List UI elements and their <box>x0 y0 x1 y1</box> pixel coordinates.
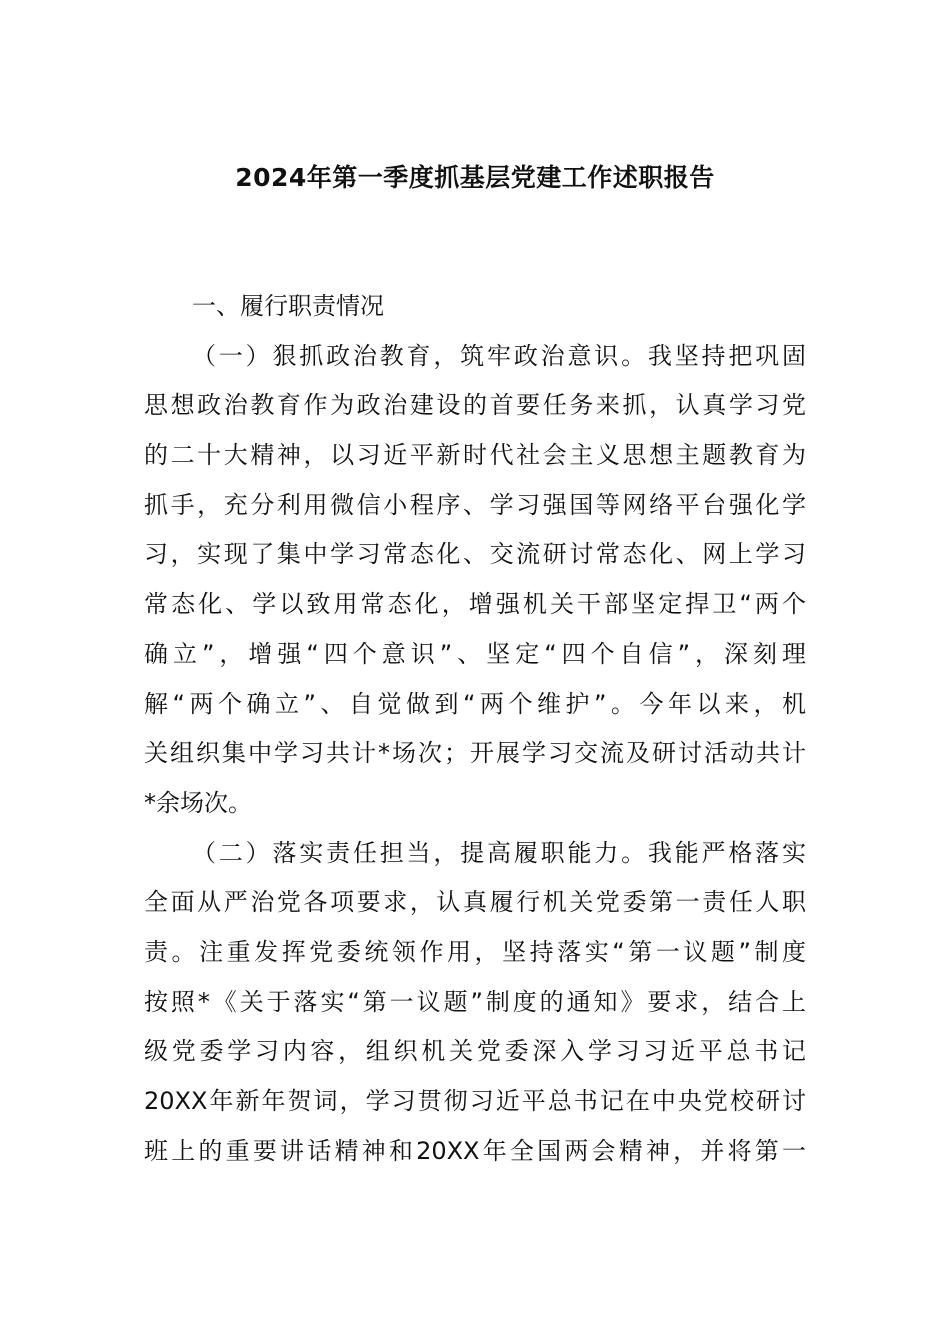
paragraph-line: 20XX年新年贺词，学习贯彻习近平总书记在中央党校研讨 <box>144 1087 806 1115</box>
paragraph-line: 责。注重发挥党委统领作用，坚持落实“第一议题”制度 <box>144 937 806 966</box>
paragraph-line: （二）落实责任担当，提高履职能力。我能严格落实 <box>192 838 806 867</box>
paragraph-line: 的二十大精神，以习近平新时代社会主义思想主题教育为 <box>144 441 806 470</box>
paragraph-line: 关组织集中学习共计*场次；开展学习交流及研讨活动共计 <box>144 739 806 768</box>
paragraph-line: 班上的重要讲话精神和20XX年全国两会精神，并将第一 <box>144 1136 806 1165</box>
paragraph-line: 按照*《关于落实“第一议题”制度的通知》要求，结合上 <box>144 987 806 1016</box>
paragraph-line: 思想政治教育作为政治建设的首要任务来抓，认真学习党 <box>144 391 806 420</box>
paragraph-line: 全面从严治党各项要求，认真履行机关党委第一责任人职 <box>144 888 806 917</box>
paragraph-line: 抓手，充分利用微信小程序、学习强国等网络平台强化学 <box>144 490 806 519</box>
document-body <box>144 282 806 1176</box>
section-heading: 一、履行职责情况 <box>192 292 384 320</box>
paragraph-line: 习，实现了集中学习常态化、交流研讨常态化、网上学习 <box>144 540 806 569</box>
paragraph-line: 解“两个确立”、自觉做到“两个维护”。今年以来，机 <box>144 689 806 718</box>
document-title: 2024年第一季度抓基层党建工作述职报告 <box>235 163 715 192</box>
paragraph-line: *余场次。 <box>144 788 252 817</box>
paragraph-line: 确立”，增强“四个意识”、坚定“四个自信”，深刻理 <box>144 639 806 668</box>
paragraph-line: 常态化、学以致用常态化，增强机关干部坚定捍卫“两个 <box>144 590 806 619</box>
paragraph-line: （一）狠抓政治教育，筑牢政治意识。我坚持把巩固 <box>192 341 806 370</box>
paragraph-line: 级党委学习内容，组织机关党委深入学习习近平总书记 <box>144 1037 806 1066</box>
